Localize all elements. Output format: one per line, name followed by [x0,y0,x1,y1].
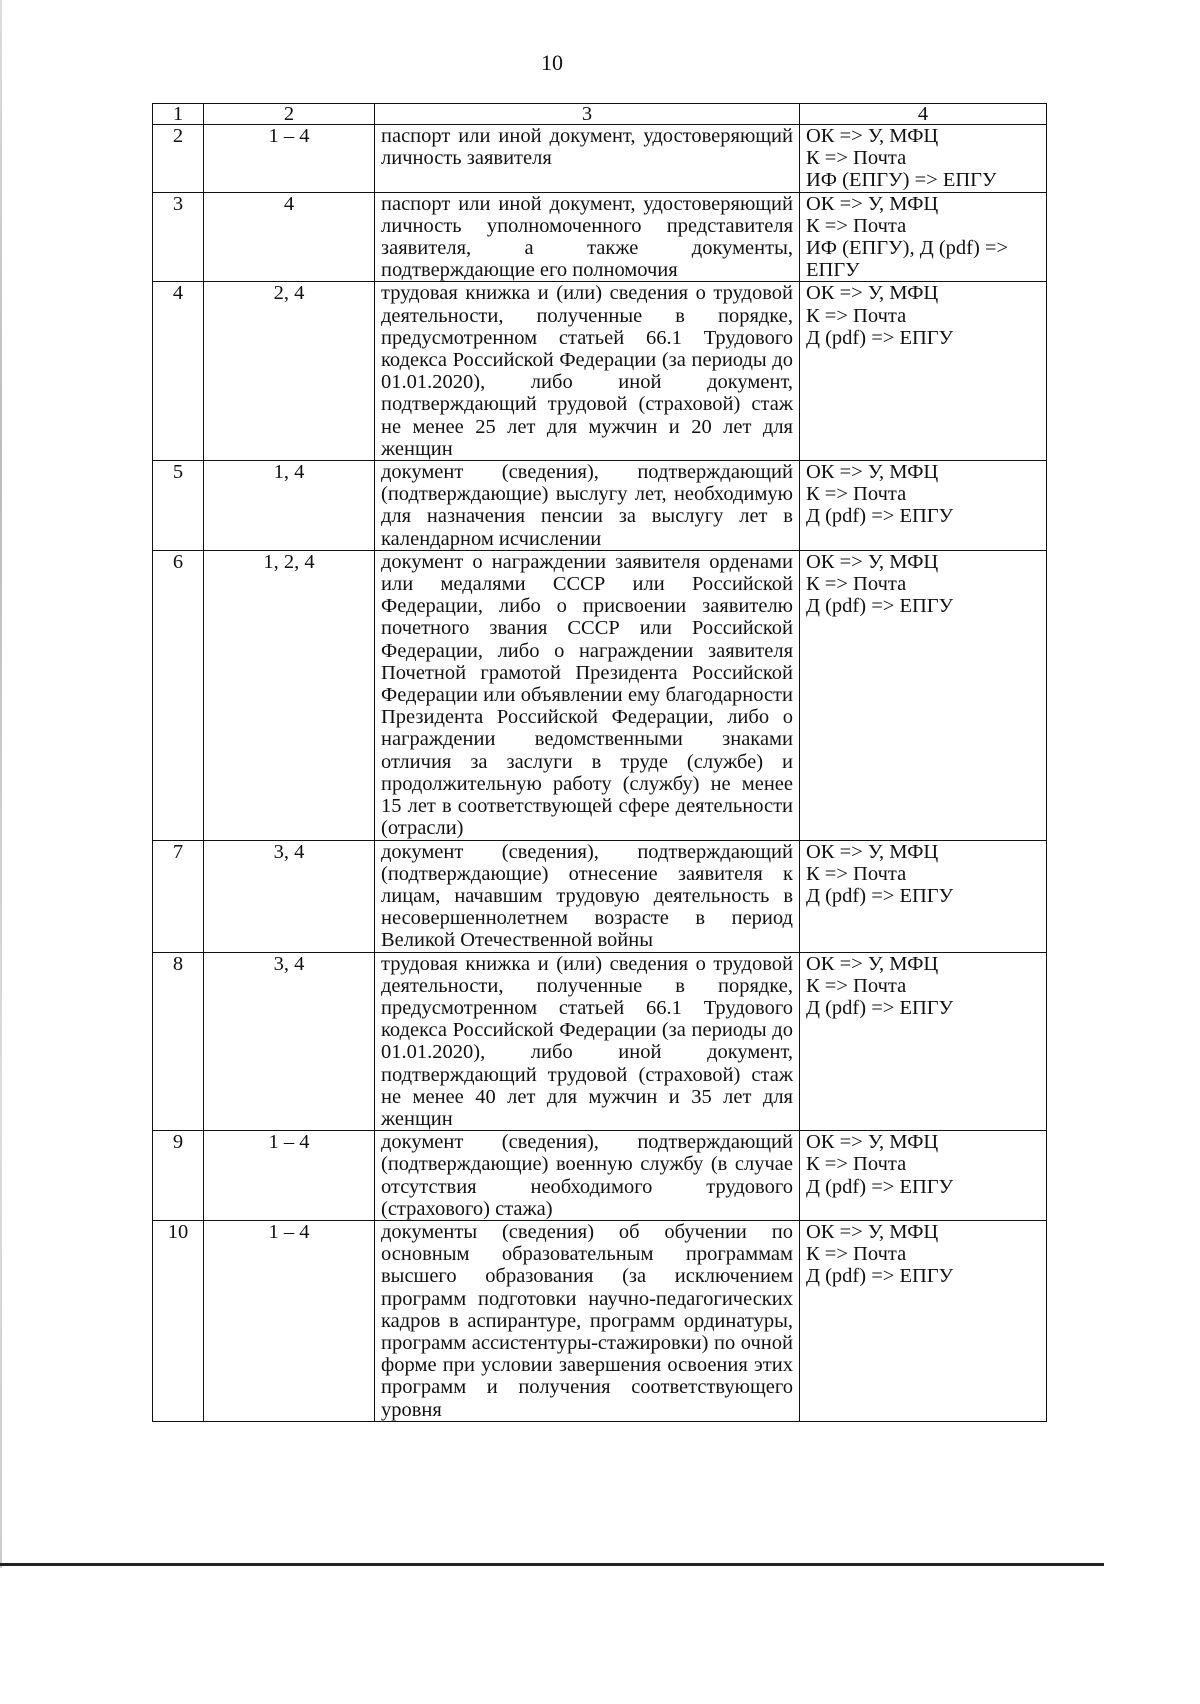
applicant-categories: 1 – 4 [204,1220,375,1421]
submission-method-line: К => Почта [806,1243,907,1266]
applicant-categories: 2, 4 [204,282,375,461]
applicant-categories: 3, 4 [204,952,375,1131]
submission-methods [800,282,1047,461]
submission-method-line: Д (pdf) => ЕПГУ [806,595,954,618]
table-row [153,461,1047,551]
table-row [153,840,1047,952]
submission-method-line: ОК => У, МФЦ [806,192,939,215]
table-row [153,125,1047,193]
submission-method-line: ОК => У, МФЦ [806,282,939,305]
submission-method-line: ОК => У, МФЦ [806,125,939,147]
document-description: трудовая книжка и (или) сведения о трудовой деятельности, полученные в порядке, предусмотренном статьей 66.1 Трудового кодекса Российской Федерации (за периоды до 01.01.2020), либо иной документ, подтверждающий трудовой (страховой) стаж не менее 40 лет для мужчин и 35 лет для женщин [375,952,800,1131]
submission-method-line: К => Почта [806,974,907,997]
submission-method-line: К => Почта [806,862,907,885]
submission-method-line: ОК => У, МФЦ [806,550,939,573]
applicant-categories: 1, 4 [204,461,375,551]
document-description: паспорт или иной документ, удостоверяющий личность заявителя [375,125,800,193]
submission-methods [800,550,1047,840]
applicant-categories: 1 – 4 [204,1131,375,1221]
submission-method-line: К => Почта [806,304,907,327]
row-number: 8 [153,952,204,1131]
submission-method-line: ОК => У, МФЦ [806,1220,939,1243]
table-header-row [153,104,1047,125]
table-row [153,192,1047,282]
submission-methods [800,1220,1047,1421]
table-row [153,952,1047,1131]
applicant-categories: 4 [204,192,375,282]
submission-method-line: Д (pdf) => ЕПГУ [806,996,954,1019]
header-col-3: 3 [375,104,800,125]
header-col-2: 2 [204,104,375,125]
submission-method-line: ОК => У, МФЦ [806,840,939,863]
row-number: 7 [153,840,204,952]
submission-method-line: Д (pdf) => ЕПГУ [806,884,954,907]
submission-method-line: ОК => У, МФЦ [806,1131,939,1154]
page-number: 10 [541,50,563,75]
submission-method-line: Д (pdf) => ЕПГУ [806,1265,954,1288]
document-description: документ (сведения), подтверждающий (подтверждающие) военную службу (в случае отсутствия необходимого трудового (страхового) стажа) [375,1131,800,1221]
submission-method-line: Д (pdf) => ЕПГУ [806,326,954,349]
header-col-4: 4 [800,104,1047,125]
submission-methods [800,840,1047,952]
documents-table-body [153,104,1047,1422]
applicant-categories: 1 – 4 [204,125,375,193]
applicant-categories: 1, 2, 4 [204,550,375,840]
submission-method-line: Д (pdf) => ЕПГУ [806,505,954,528]
submission-methods [800,125,1047,193]
row-number: 9 [153,1131,204,1221]
submission-methods [800,461,1047,551]
row-number: 3 [153,192,204,282]
submission-methods [800,1131,1047,1221]
submission-method-line: К => Почта [806,1153,907,1176]
scan-bottom-rule [0,1563,1104,1566]
submission-method-line: Д (pdf) => ЕПГУ [806,1175,954,1198]
row-number: 4 [153,282,204,461]
applicant-categories: 3, 4 [204,840,375,952]
row-number: 10 [153,1220,204,1421]
submission-method-line: К => Почта [806,214,907,237]
submission-methods [800,952,1047,1131]
document-description: паспорт или иной документ, удостоверяющий личность уполномоченного представителя заявителя, а также документы, подтверждающие его полномочия [375,192,800,282]
submission-method-line: ОК => У, МФЦ [806,952,939,975]
header-col-1: 1 [153,104,204,125]
submission-method-line: К => Почта [806,573,907,596]
document-description: документ (сведения), подтверждающий (подтверждающие) отнесение заявителя к лицам, начавшим трудовую деятельность в несовершеннолетнем возрасте в период Великой Отечественной войны [375,840,800,952]
row-number: 2 [153,125,204,193]
row-number: 5 [153,461,204,551]
table-row [153,1220,1047,1421]
submission-method-line: ИФ (ЕПГУ) => ЕПГУ [806,169,997,192]
table-row [153,282,1047,461]
document-description: трудовая книжка и (или) сведения о трудовой деятельности, полученные в порядке, предусмотренном статьей 66.1 Трудового кодекса Российской Федерации (за периоды до 01.01.2020), либо иной документ, подтверждающий трудовой (страховой) стаж не менее 25 лет для мужчин и 20 лет для женщин [375,282,800,461]
table-row [153,550,1047,840]
table-row [153,1131,1047,1221]
submission-method-line: К => Почта [806,483,907,506]
submission-method-line: ИФ (ЕПГУ), Д (pdf) => ЕПГУ [806,237,1009,282]
documents-table [152,103,1047,1422]
document-description: документ о награждении заявителя орденами или медалями СССР или Российской Федерации, либо о присвоении заявителю почетного звания СССР или Российской Федерации, либо о награждении заявителя Почетной грамотой Президента Российской Федерации или объявлении ему благодарности Президента Российской Федерации, либо о награждении ведомственными знаками отличия за заслуги в труде (службе) и продолжительную работу (службу) не менее 15 лет в соответствующей сфере деятельности (отрасли) [375,550,800,840]
submission-methods [800,192,1047,282]
submission-method-line: К => Почта [806,147,907,170]
document-description: документ (сведения), подтверждающий (подтверждающие) выслугу лет, необходимую для назначения пенсии за выслугу лет в календарном исчислении [375,461,800,551]
row-number: 6 [153,550,204,840]
document-description: документы (сведения) об обучении по основным образовательным программам высшего образования (за исключением программ подготовки научно-педагогических кадров в аспирантуре, программ ординатуры, программ ассистентуры-стажировки) по очной форме при условии завершения освоения этих программ и получения соответствующего уровня [375,1220,800,1421]
scan-left-edge [0,0,2,1568]
submission-method-line: ОК => У, МФЦ [806,461,939,484]
